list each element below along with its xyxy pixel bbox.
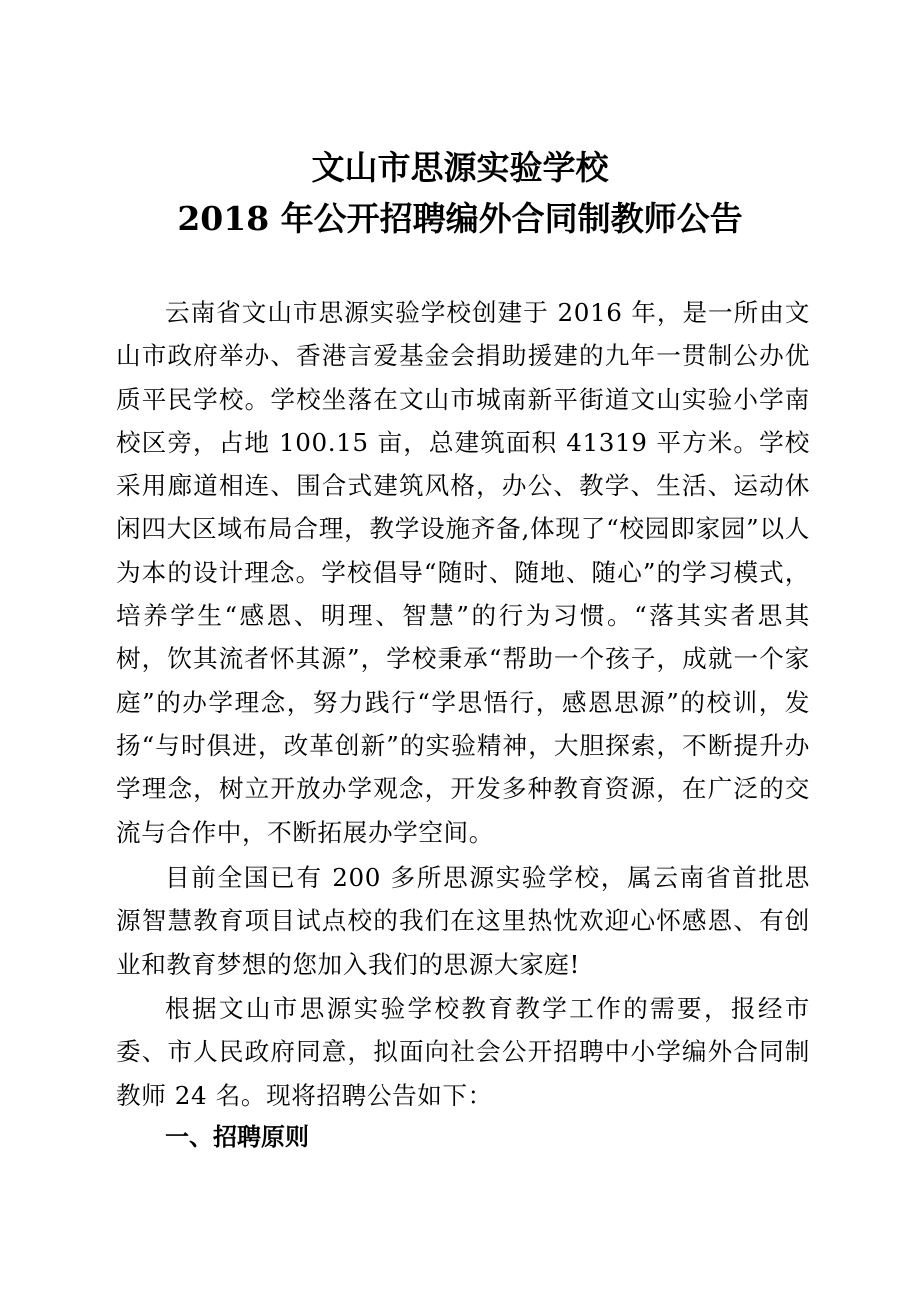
paragraph-recruitment-notice: 根据文山市思源实验学校教育教学工作的需要，报经市委、市人民政府同意，拟面向社会公开招聘中小学编外合同制教师 24 名。现将招聘公告如下： <box>116 994 810 1110</box>
document-title-line-1: 文山市思源实验学校 <box>311 148 609 187</box>
document-title-line-2: 2018 年公开招聘编外合同制教师公告 <box>177 199 743 238</box>
section-heading-recruitment-principles: 一、招聘原则 <box>165 1123 309 1151</box>
paragraph-school-introduction: 云南省文山市思源实验学校创建于 2016 年，是一所由文山市政府举办、香港言爱基金会捐助援建的九年一贯制公办优质平民学校。学校坐落在文山市城南新平街道文山实验小学南校区旁，占地 100.15 亩，总建筑面积 41319 平方米。学校采用廊道相连、围合式建筑风格，办公、教学、生活、运动休闲四大区域布局合理，教学设施齐备,体现了“校园即家园”以人为本的设计理念。学校倡导“随时、随地、随心”的学习模式，培养学生“感恩、明理、智慧”的行为习惯。“落其实者思其树，饮其流者怀其源”，学校秉承“帮助一个孩子，成就一个家庭”的办学理念，努力践行“学思悟行，感恩思源”的校训，发扬“与时俱进，改革创新”的实验精神，大胆探索，不断提升办学理念，树立开放办学观念，开发多种教育资源，在广泛的交流与合作中，不断拓展办学空间。 <box>116 298 810 847</box>
paragraph-welcome: 目前全国已有 200 多所思源实验学校，属云南省首批思源智慧教育项目试点校的我们在这里热忱欢迎心怀感恩、有创业和教育梦想的您加入我们的思源大家庭! <box>116 863 810 979</box>
